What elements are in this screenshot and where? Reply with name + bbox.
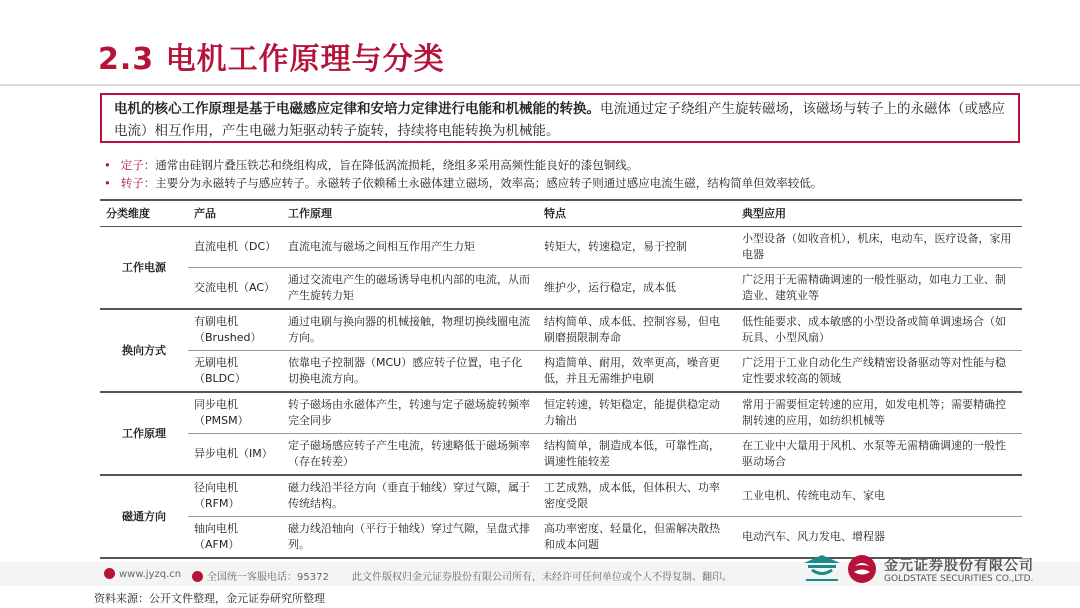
product-cell: 有刷电机（Brushed） [188, 309, 282, 351]
header-features: 特点 [538, 200, 736, 227]
bullet-dot-icon: • [104, 176, 111, 190]
category-cell: 工作原理 [100, 392, 188, 475]
bullet-rotor [104, 174, 1034, 192]
product-cell: 径向电机（RFM） [188, 475, 282, 517]
features-cell: 转矩大，转速稳定，易于控制 [538, 227, 736, 268]
header-product: 产品 [188, 200, 282, 227]
group-logo-icon [800, 553, 844, 583]
summary-text: 电流通过定子绕组产生旋转磁场，该磁场与转子上的永磁体（或感应电流）相互作用，产生电磁力矩驱动转子旋转，持续将电能转换为机械能。 [114, 101, 1005, 139]
product-cell: 交流电机（AC） [188, 268, 282, 310]
bullet-dot-icon: • [104, 158, 111, 172]
bullet-text: 通常由硅钢片叠压铁芯和绕组构成，旨在降低涡流损耗，绕组多采用高频性能良好的漆包铜线。 [155, 158, 639, 172]
company-logo-icon [846, 553, 878, 585]
footer-disclaimer: 此文件版权归金元证券股份有限公司所有，未经许可任何单位或个人不得复制、翻印。 [352, 572, 732, 583]
product-cell: 同步电机（PMSM） [188, 392, 282, 434]
principle-cell: 直流电流与磁场之间相互作用产生力矩 [282, 227, 538, 268]
header-dimension: 分类维度 [100, 200, 188, 227]
table-row [100, 309, 1022, 351]
bullet-text: 主要分为永磁转子与感应转子。永磁转子依赖稀土永磁体建立磁场，效率高；感应转子则通过感应电流生磁，结构简单但效率较低。 [155, 176, 823, 190]
footer-website[interactable]: www.jyzq.cn [104, 568, 181, 580]
apps-cell: 常用于需要恒定转速的应用，如发电机等；需要精确控制转速的应用，如纺织机械等 [736, 392, 1022, 434]
bullet-term: 定子： [120, 158, 156, 172]
motor-classification-table [100, 199, 1022, 559]
table-row [100, 392, 1022, 434]
bullet-stator [104, 156, 1034, 174]
apps-cell: 在工业中大量用于风机、水泵等无需精确调速的一般性驱动场合 [736, 434, 1022, 476]
footer-hotline: 全国统一客服电话：95372 [192, 568, 329, 583]
company-name-en: GOLDSTATE SECURITIES CO.,LTD. [884, 574, 1034, 584]
category-cell: 换向方式 [100, 309, 188, 392]
features-cell: 构造简单、耐用，效率更高，噪音更低，并且无需维护电刷 [538, 351, 736, 393]
product-cell: 无刷电机（BLDC） [188, 351, 282, 393]
features-cell: 结构简单、成本低、控制容易，但电刷磨损限制寿命 [538, 309, 736, 351]
table-row [100, 475, 1022, 517]
apps-cell: 广泛用于无需精确调速的一般性驱动，如电力工业、制造业、建筑业等 [736, 268, 1022, 310]
features-cell: 高功率密度、轻量化，但需解决散热和成本问题 [538, 517, 736, 559]
title-divider [0, 84, 1080, 86]
summary-bold: 电机的核心工作原理是基于电磁感应定律和安培力定律进行电能和机械能的转换。 [114, 101, 600, 117]
apps-cell: 工业电机、传统电动车、家电 [736, 475, 1022, 517]
apps-cell: 小型设备（如收音机），机床，电动车，医疗设备，家用电器 [736, 227, 1022, 268]
principle-cell: 定子磁场感应转子产生电流，转速略低于磁场频率（存在转差） [282, 434, 538, 476]
table-row [100, 351, 1022, 393]
apps-cell: 广泛用于工业自动化生产线精密设备驱动等对性能与稳定性要求较高的领域 [736, 351, 1022, 393]
product-cell: 直流电机（DC） [188, 227, 282, 268]
table-header-row [100, 200, 1022, 227]
table-row [100, 268, 1022, 310]
principle-cell: 通过电刷与换向器的机械接触，物理切换线圈电流方向。 [282, 309, 538, 351]
features-cell: 恒定转速，转矩稳定，能提供稳定动力输出 [538, 392, 736, 434]
features-cell: 工艺成熟，成本低，但体积大、功率密度受限 [538, 475, 736, 517]
principle-cell: 通过交流电产生的磁场诱导电机内部的电流，从而产生旋转力矩 [282, 268, 538, 310]
product-cell: 轴向电机（AFM） [188, 517, 282, 559]
phone-icon [192, 571, 203, 582]
company-name-cn: 金元证券股份有限公司 [884, 558, 1034, 574]
product-cell: 异步电机（IM） [188, 434, 282, 476]
category-cell: 磁通方向 [100, 475, 188, 558]
principle-cell: 磁力线沿半径方向（垂直于轴线）穿过气隙，属于传统结构。 [282, 475, 538, 517]
principle-cell: 转子磁场由永磁体产生，转速与定子磁场旋转频率完全同步 [282, 392, 538, 434]
apps-cell: 电动汽车、风力发电、增程器 [736, 517, 1022, 559]
apps-cell: 低性能要求、成本敏感的小型设备或简单调速场合（如玩具、小型风扇） [736, 309, 1022, 351]
table-row [100, 517, 1022, 559]
globe-icon [104, 568, 115, 579]
bullet-list [104, 156, 1034, 192]
source-note: 资料来源：公开文件整理，金元证券研究所整理 [94, 592, 325, 605]
summary-box [100, 93, 1020, 143]
principle-cell: 依靠电子控制器（MCU）感应转子位置，电子化切换电流方向。 [282, 351, 538, 393]
features-cell: 维护少，运行稳定，成本低 [538, 268, 736, 310]
slide-title: 2.3 电机工作原理与分类 [98, 42, 445, 77]
bullet-term: 转子： [120, 176, 156, 190]
header-principle: 工作原理 [282, 200, 538, 227]
table-row [100, 227, 1022, 268]
features-cell: 结构简单，制造成本低，可靠性高，调速性能较差 [538, 434, 736, 476]
category-cell: 工作电源 [100, 227, 188, 310]
header-applications: 典型应用 [736, 200, 1022, 227]
principle-cell: 磁力线沿轴向（平行于轴线）穿过气隙，呈盘式排列。 [282, 517, 538, 559]
table-row [100, 434, 1022, 476]
